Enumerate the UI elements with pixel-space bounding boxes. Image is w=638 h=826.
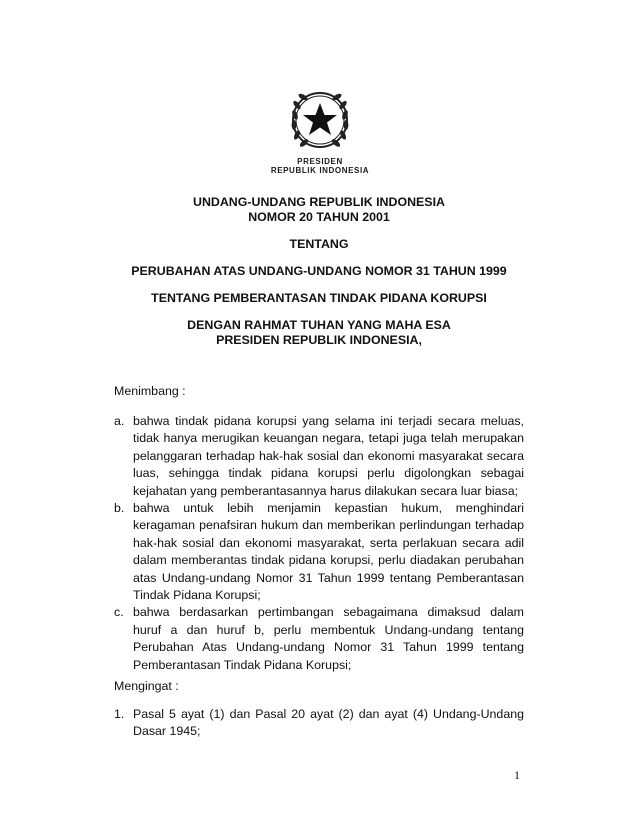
list-marker: a. [114, 414, 125, 428]
list-item-text: bahwa tindak pidana korupsi yang selama ini terjadi secara meluas, tidak hanya merugikan keuangan negara, tetapi juga telah merupakan pelanggaran terhadap hak-hak sosial dan ekonomi masyarakat secara luas, sehingga tindak pidana korupsi perlu digolongkan sebagai kejahatan yang pemberantasannya harus dilakukan secara luar biasa; [133, 414, 524, 498]
law-subject-line-2: TENTANG PEMBERANTASAN TINDAK PIDANA KORUPSI [151, 291, 487, 305]
preamble-line-2: PRESIDEN REPUBLIK INDONESIA, [216, 333, 422, 347]
list-item [114, 706, 524, 741]
list-marker: b. [114, 501, 125, 516]
tentang-heading: TENTANG [289, 237, 349, 251]
star-icon [303, 103, 337, 135]
menimbang-list [114, 413, 524, 674]
preamble-line-1: DENGAN RAHMAT TUHAN YANG MAHA ESA [187, 318, 451, 332]
law-title: UNDANG-UNDANG REPUBLIK INDONESIA [193, 195, 445, 209]
law-number: NOMOR 20 TAHUN 2001 [248, 210, 390, 224]
list-item-text: Pasal 5 ayat (1) dan Pasal 20 ayat (2) dan ayat (4) Undang-Undang Dasar 1945; [133, 707, 524, 739]
list-marker: c. [114, 605, 124, 620]
mengingat-list [114, 706, 524, 741]
page-number: 1 [514, 768, 520, 782]
seal-caption-presiden: PRESIDEN [297, 157, 343, 166]
seal-caption-republik-indonesia: REPUBLIK INDONESIA [270, 166, 370, 175]
list-item [114, 413, 524, 500]
mengingat-label: Mengingat : [114, 679, 179, 693]
presidential-seal-emblem [281, 85, 359, 155]
list-item-text: bahwa berdasarkan pertimbangan sebagaimana dimaksud dalam huruf a dan huruf b, perlu membentuk Undang-undang tentang Perubahan Atas Undang-undang Nomor 31 Tahun 1999 tentang Pemberantasan Tindak Pidana Korupsi; [133, 605, 524, 672]
list-marker: 1. [114, 707, 125, 721]
law-subject-line-1: PERUBAHAN ATAS UNDANG-UNDANG NOMOR 31 TAHUN 1999 [131, 264, 507, 278]
list-item [114, 604, 524, 674]
list-item-text: bahwa untuk lebih menjamin kepastian hukum, menghindari keragaman penafsiran hukum dan memberikan perlindungan terhadap hak-hak sosial dan ekonomi masyarakat, serta perlakuan secara adil dalam memberantas tindak pidana korupsi, perlu diadakan perubahan atas Undang-undang Nomor 31 Tahun 1999 tentang Pemberantasan Tindak Pidana Korupsi; [133, 501, 524, 603]
list-item [114, 500, 524, 604]
menimbang-label: Menimbang : [114, 384, 186, 398]
